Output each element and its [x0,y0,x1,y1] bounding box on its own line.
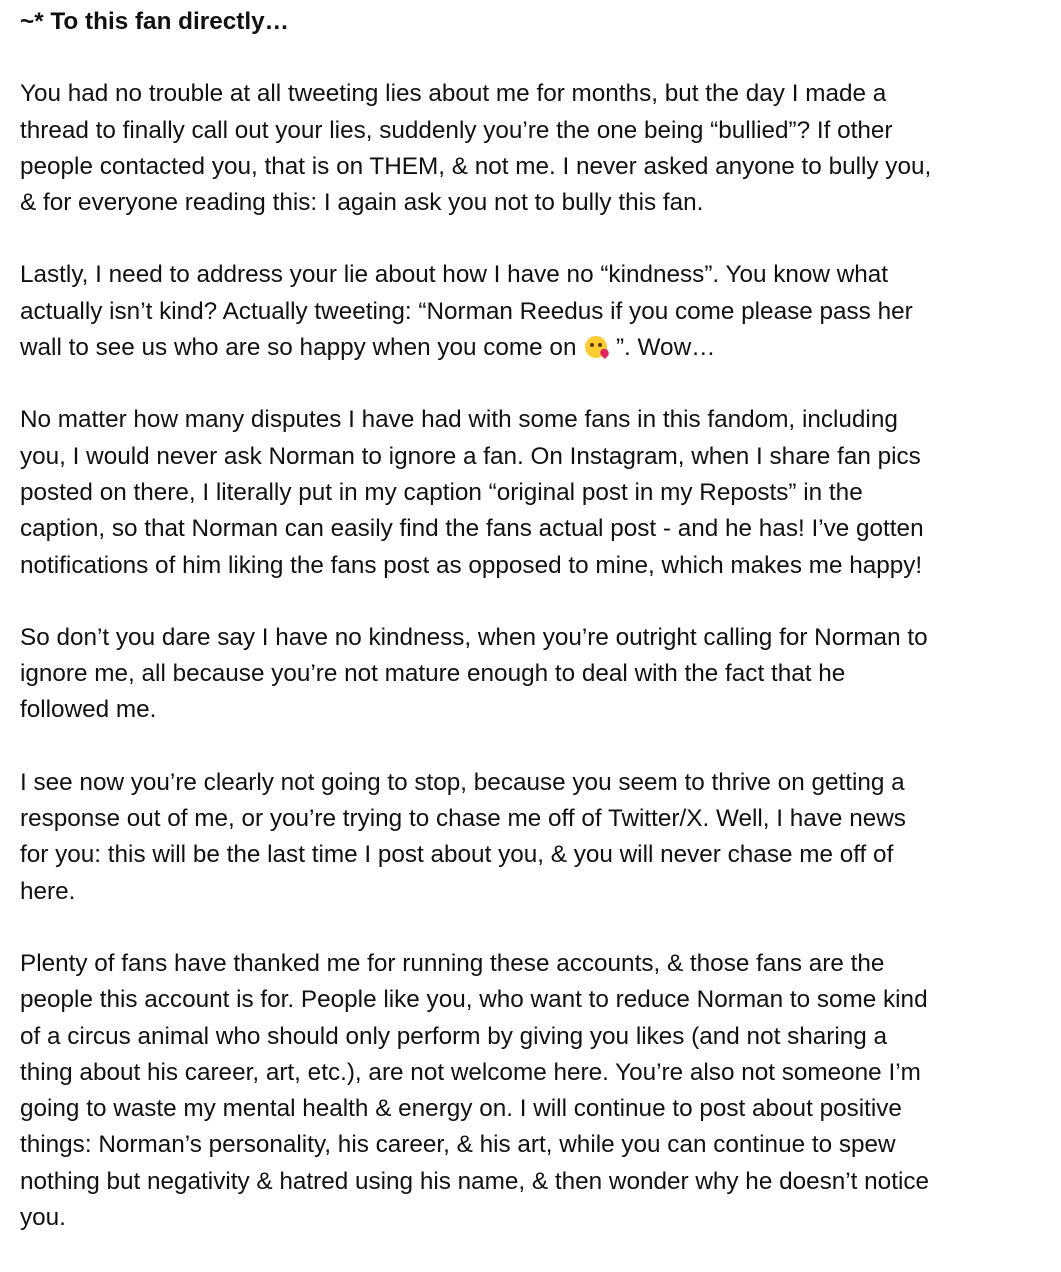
text-line: thread to finally call out your lies, suddenly you’re the one being “bullied”? If other [20,116,893,144]
paragraph-1 [20,76,1056,221]
text-line: ignore me, all because you’re not mature enough to deal with the fact that he [20,660,846,688]
text-line: you, I would never ask Norman to ignore a fan. On Instagram, when I share fan pics [20,442,921,470]
text-line: Plenty of fans have thanked me for running these accounts, & those fans are the [20,949,885,977]
text-line: for you: this will be the last time I post about you, & you will never chase me off of [20,841,894,869]
text-line: response out of me, or you’re trying to chase me off of Twitter/X. Well, I have news [20,805,906,833]
text-line: posted on there, I literally put in my caption “original post in my Reposts” in the [20,478,863,506]
text-line: here. [20,877,76,905]
paragraph-3 [20,402,1056,583]
paragraph-5 [20,765,1056,910]
text-fragment: wall to see us who are so happy when you come on [20,334,584,362]
text-line: you. [20,1204,66,1232]
text-line: Lastly, I need to address your lie about how I have no “kindness”. You know what [20,261,889,289]
text-line: nothing but negativity & hatred using his name, & then wonder why he doesn’t notice [20,1167,930,1195]
paragraph-6 [20,946,1056,1236]
text-line: & for everyone reading this: I again ask you not to bully this fan. [20,189,704,217]
text-line: caption, so that Norman can easily find the fans actual post - and he has! I’ve gotten [20,515,924,543]
document-heading: ~* To this fan directly… [20,8,289,35]
text-line: things: Norman’s personality, his career, & his art, while you can continue to spew [20,1131,896,1159]
text-line: So don’t you dare say I have no kindness, when you’re outright calling for Norman to [20,623,928,651]
text-line: I see now you’re clearly not going to stop, because you seem to thrive on getting a [20,768,905,796]
text-line: No matter how many disputes I have had with some fans in this fandom, including [20,406,898,434]
text-fragment: ”. Wow… [609,334,716,362]
text-line: actually isn’t kind? Actually tweeting: “Norman Reedus if you come please pass her [20,297,913,325]
text-line: notifications of him liking the fans post as opposed to mine, which makes me happy! [20,551,923,579]
document [20,4,1056,1272]
text-line: You had no trouble at all tweeting lies about me for months, but the day I made a [20,80,887,108]
text-line: people this account is for. People like you, who want to reduce Norman to some kind [20,986,928,1014]
text-line-with-emoji [20,330,1056,366]
kiss-heart-emoji-icon [585,336,607,358]
text-line: people contacted you, that is on THEM, & not me. I never asked anyone to bully you, [20,152,932,180]
paragraph-2 [20,257,1056,366]
text-line: followed me. [20,696,157,724]
text-line: thing about his career, art, etc.), are not welcome here. You’re also not someone I’m [20,1058,921,1086]
paragraph-4 [20,620,1056,729]
text-line: of a circus animal who should only perform by giving you likes (and not sharing a [20,1022,888,1050]
text-line: going to waste my mental health & energy on. I will continue to post about positive [20,1095,902,1123]
